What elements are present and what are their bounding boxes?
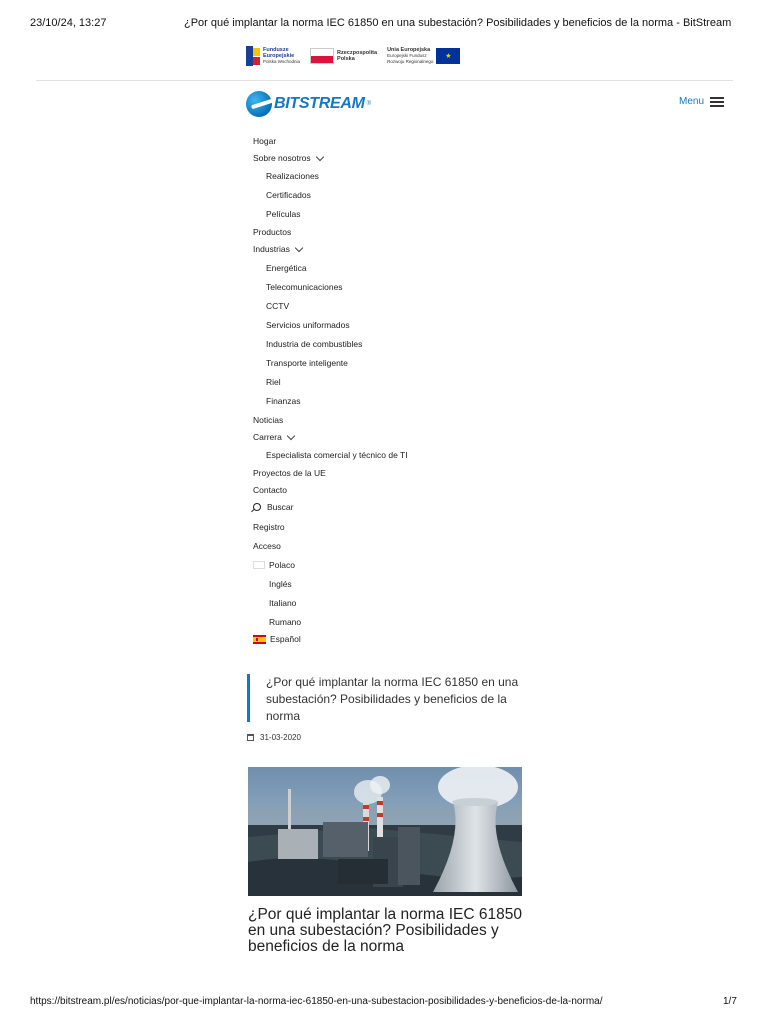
nav-item-sobre-nosotros[interactable] xyxy=(253,153,323,163)
print-datetime: 23/10/24, 13:27 xyxy=(30,17,107,29)
nav-item-especialista[interactable] xyxy=(266,450,408,460)
nav-label: Realizaciones xyxy=(266,171,319,181)
nav-item-riel[interactable] xyxy=(266,377,281,387)
nav-label: CCTV xyxy=(266,301,290,311)
nav-label: Industria de combustibles xyxy=(266,339,363,349)
nav-label: Finanzas xyxy=(266,396,301,406)
nav-label: Hogar xyxy=(253,136,277,146)
nav-item-proyectos-ue[interactable] xyxy=(253,468,326,478)
eu-flag-icon: ★ xyxy=(436,48,460,64)
nav-item-registro[interactable] xyxy=(253,522,285,532)
nav-label: Contacto xyxy=(253,485,288,495)
nav-item-peliculas[interactable] xyxy=(266,209,301,219)
nav-item-realizaciones[interactable] xyxy=(266,171,319,181)
lang-item-polaco[interactable] xyxy=(253,560,295,570)
funds-line-2: Europejskie xyxy=(263,53,295,59)
nav-item-energetica[interactable] xyxy=(266,263,307,273)
nav-label: Telecomunicaciones xyxy=(266,282,343,292)
nav-label: Español xyxy=(270,634,301,644)
chevron-down-icon xyxy=(315,152,323,160)
nav-item-buscar[interactable] xyxy=(253,502,293,512)
lang-item-rumano[interactable] xyxy=(269,617,301,627)
nav-label: Industrias xyxy=(253,244,290,254)
nav-label: Servicios uniformados xyxy=(266,320,350,330)
nav-label: Energética xyxy=(266,263,307,273)
print-url: https://bitstream.pl/es/noticias/por-que-implantar-la-norma-iec-61850-en-una-subestacion-posibilidades-y-beneficios-de-la-norma/ xyxy=(30,996,603,1007)
nav-item-hogar[interactable] xyxy=(253,136,276,146)
nav-label: Transporte inteligente xyxy=(266,358,348,368)
nav-item-telecomunicaciones[interactable] xyxy=(266,282,343,292)
poland-line-2: Polska xyxy=(337,56,355,62)
nav-label: Italiano xyxy=(269,598,297,608)
nav-item-finanzas[interactable] xyxy=(266,396,301,406)
poland-line-1: Rzeczpospolita xyxy=(337,50,378,56)
print-page-title: ¿Por qué implantar la norma IEC 61850 en una subestación? Posibilidades y beneficios de la norma - BitStream xyxy=(184,17,732,29)
funds-line-1: Fundusze xyxy=(263,47,289,53)
spain-flag-icon xyxy=(253,635,266,644)
print-page-number: 1/7 xyxy=(723,996,737,1007)
eu-logo xyxy=(387,47,460,65)
nav-item-industrias[interactable] xyxy=(253,244,302,254)
nav-label: Acceso xyxy=(253,541,281,551)
nav-label: Películas xyxy=(266,209,301,219)
nav-label: Riel xyxy=(266,377,281,387)
funds-line-3: Polska Wschodnia xyxy=(263,59,301,64)
nav-item-industria-combustibles[interactable] xyxy=(266,339,362,349)
calendar-icon xyxy=(247,734,254,741)
lang-item-espanol[interactable] xyxy=(253,634,301,644)
poland-flag-icon xyxy=(310,48,334,64)
brand-registered-mark: ® xyxy=(366,101,372,107)
bitstream-globe-icon xyxy=(246,91,272,117)
nav-item-certificados[interactable] xyxy=(266,190,311,200)
nav-label: Productos xyxy=(253,227,292,237)
nav-label: Rumano xyxy=(269,617,302,627)
nav-label: Sobre nosotros xyxy=(253,153,311,163)
nav-item-carrera[interactable] xyxy=(253,432,294,442)
nav-label: Proyectos de la UE xyxy=(253,468,326,478)
quote-accent-bar xyxy=(247,674,250,722)
nav-label: Polaco xyxy=(269,560,295,570)
eu-funding-logos xyxy=(246,44,460,68)
brand-name: BITSTREAM xyxy=(274,95,365,112)
nav-item-productos[interactable] xyxy=(253,227,291,237)
nav-label: Noticias xyxy=(253,415,284,425)
header-divider xyxy=(36,80,733,81)
article-title: ¿Por qué implantar la norma IEC 61850 en una subestación? Posibilidades y beneficios de la norma xyxy=(248,906,522,955)
eu-line-3: Rozwoju Regionalnego xyxy=(387,59,434,64)
nav-item-transporte-inteligente[interactable] xyxy=(266,358,348,368)
article-date-text: 31-03-2020 xyxy=(260,733,301,742)
brand-logo-link[interactable] xyxy=(246,91,371,117)
nav-label: Inglés xyxy=(269,579,292,589)
eu-line-2: Europejski Fundusz xyxy=(387,53,427,58)
article-date xyxy=(247,733,301,742)
nav-item-cctv[interactable] xyxy=(266,301,289,311)
nav-item-servicios-uniformados[interactable] xyxy=(266,320,350,330)
lang-item-italiano[interactable] xyxy=(269,598,296,608)
poland-logo xyxy=(310,48,377,64)
menu-toggle-button[interactable] xyxy=(679,96,724,107)
nav-item-noticias[interactable] xyxy=(253,415,283,425)
nav-label: Especialista comercial y técnico de TI xyxy=(266,450,408,460)
power-plant-illustration xyxy=(248,767,522,896)
european-funds-icon xyxy=(246,46,260,66)
article-hero-image xyxy=(248,767,522,896)
nav-label: Certificados xyxy=(266,190,311,200)
nav-item-acceso[interactable] xyxy=(253,541,281,551)
eu-line-1: Unia Europejska xyxy=(387,47,431,53)
article-lead-quote: ¿Por qué implantar la norma IEC 61850 en una subestación? Posibilidades y beneficios de la norma xyxy=(266,675,519,723)
search-icon xyxy=(253,503,261,511)
lang-flag-empty-icon xyxy=(253,561,265,569)
nav-item-contacto[interactable] xyxy=(253,485,287,495)
chevron-down-icon xyxy=(295,243,303,251)
lang-item-ingles[interactable] xyxy=(269,579,292,589)
nav-label: Registro xyxy=(253,522,285,532)
menu-label: Menu xyxy=(679,96,705,107)
european-funds-logo xyxy=(246,46,300,66)
chevron-down-icon xyxy=(287,431,295,439)
nav-label: Carrera xyxy=(253,432,282,442)
nav-label: Buscar xyxy=(267,502,294,512)
hamburger-icon xyxy=(710,97,724,107)
